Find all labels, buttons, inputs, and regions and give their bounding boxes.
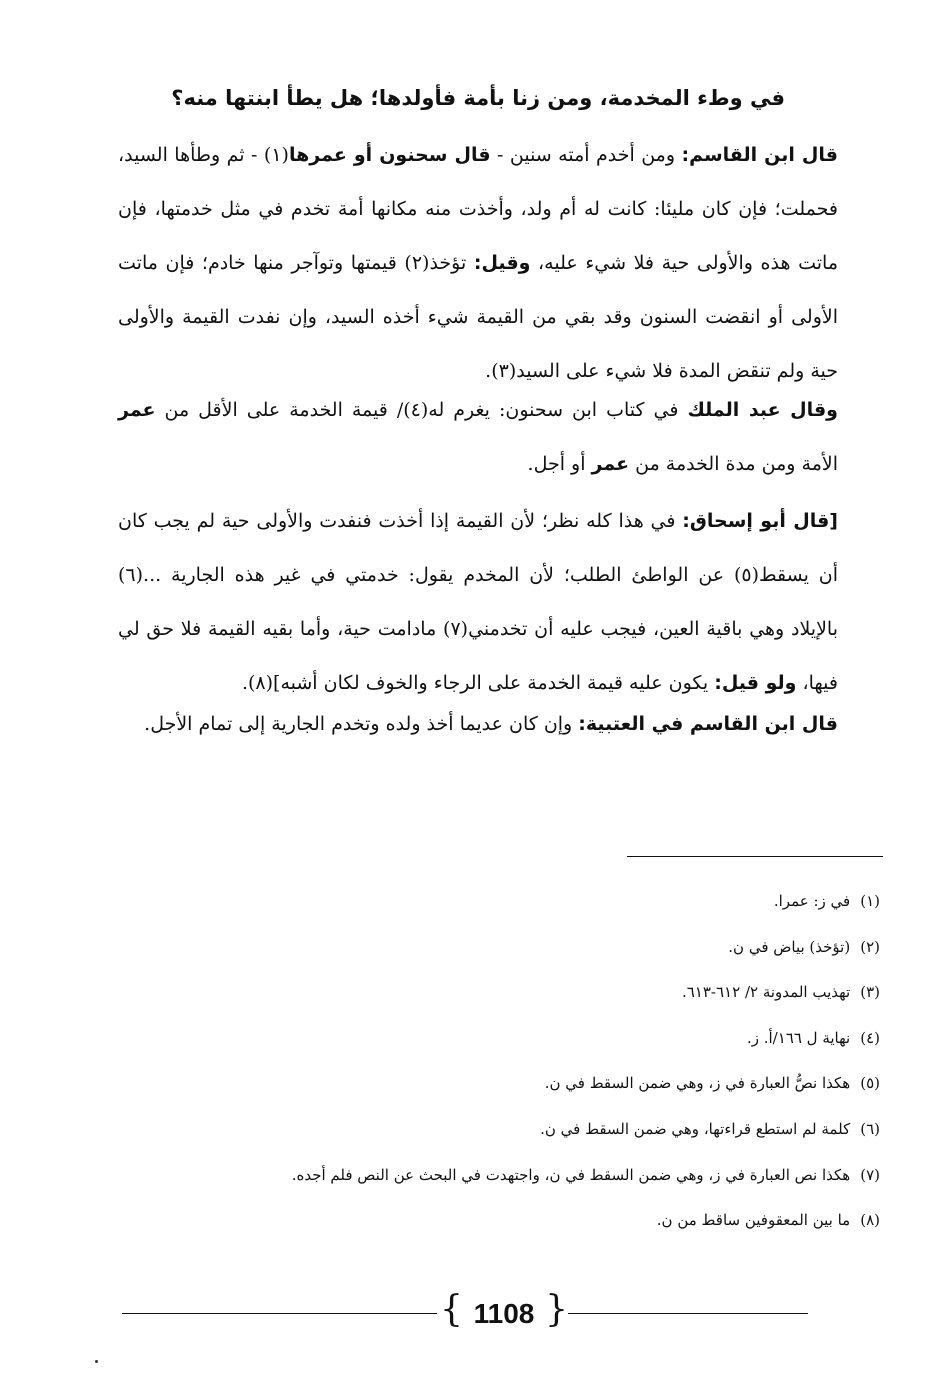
footnote-number: (٣)	[860, 983, 880, 1002]
paragraph-1	[118, 128, 838, 398]
footer-rule-left	[122, 1313, 437, 1314]
footnote-item	[150, 883, 880, 929]
footer-rule-right	[568, 1313, 808, 1314]
bold-phrase: قال سحنون أو عمرها	[288, 144, 491, 166]
speaker-label: [قال أبو إسحاق:	[682, 510, 838, 532]
page-number-frame	[440, 1289, 568, 1332]
paragraph-text: الأمة ومن مدة الخدمة من	[629, 453, 838, 475]
footnote-text: كلمة لم استطع قراءتها، وهي ضمن السقط في ن.	[540, 1119, 851, 1138]
paragraph-text: يكون عليه قيمة الخدمة على الرجاء والخوف لكان أشبه](٨).	[241, 672, 715, 694]
paragraph-text: (١) - ثم وطأها السيد، فحملت؛ فإن كان مليئا: كانت له أم ولد، وأخذت منه مكانها أمة تخدم في مثل خدمتها، فإن ماتت هذه والأولى حية فلا شيء عليه،	[118, 144, 838, 274]
bold-phrase: عمر	[591, 453, 630, 475]
footnote-number: (٥)	[860, 1074, 880, 1093]
page-number: 1108	[473, 1298, 535, 1329]
paragraph-text: وإن كان عديما أخذ ولده وتخدم الجارية إلى تمام الأجل.	[144, 713, 579, 735]
footnote-number: (٤)	[860, 1028, 880, 1047]
footnote-item	[150, 974, 880, 1020]
paragraph-4	[118, 697, 838, 751]
brace-close: }	[545, 1289, 568, 1330]
speaker-label: قال ابن القاسم في العتبية:	[578, 713, 838, 735]
bold-phrase: ولو قيل:	[714, 672, 797, 694]
bold-phrase: وقيل:	[473, 252, 531, 274]
footnote-text: هكذا نص العبارة في ز، وهي ضمن السقط في ن، واجتهدت في البحث عن النص فلم أجده.	[291, 1165, 851, 1184]
paragraph-text: ومن أخدم أمته سنين -	[490, 144, 682, 166]
footnote-number: (١)	[860, 892, 880, 910]
brace-open: {	[440, 1289, 463, 1330]
scan-speck	[95, 1360, 98, 1363]
paragraph-text: في هذا كله نظر؛ لأن القيمة إذا أخذت فنفدت والأولى حية لم يجب كان أن يسقط(٥) عن الواطئ الطلب؛ لأن المخدم يقول: خدمتي في غير هذه الجارية ...(٦) بالإيلاد وهي باقية العين، فيجب عليه أن تخدمني(٧) مادامت حية، وأما بقيه القيمة فلا حق لي فيها،	[118, 510, 839, 694]
footnote-text: هكذا نصُّ العبارة في ز، وهي ضمن السقط في ن.	[544, 1074, 851, 1093]
footnote-text: نهاية ل ١٦٦/أ. ز.	[746, 1028, 851, 1047]
footnote-item	[150, 1065, 880, 1111]
paragraph-text: في كتاب ابن سحنون: يغرم له(٤)/ قيمة الخدمة على الأقل من	[155, 399, 688, 421]
footnote-number: (٢)	[860, 937, 880, 956]
footnote-list	[150, 883, 880, 1248]
footnote-text: تهذيب المدونة ٢/ ٦١٢-٦١٣.	[681, 983, 851, 1002]
footnote-text: ما بين المعقوفين ساقط من ن.	[656, 1211, 851, 1230]
footnote-number: (٨)	[860, 1211, 880, 1230]
footnote-item	[150, 929, 880, 975]
footnote-text: (تؤخذ) بياض في ن.	[728, 937, 851, 956]
footnote-separator	[627, 856, 883, 857]
section-heading: في وطء المخدمة، ومن زنا بأمة فأولدها؛ هل يطأ ابنتها منه؟	[171, 86, 785, 110]
footnote-number: (٧)	[860, 1165, 880, 1184]
speaker-label: وقال عبد الملك	[687, 399, 838, 421]
paragraph-text: أو أجل.	[527, 453, 592, 475]
paragraph-2	[118, 383, 838, 491]
footnote-item	[150, 1020, 880, 1066]
footnote-item	[150, 1111, 880, 1157]
footnote-text: في ز: عمرا.	[773, 892, 851, 910]
paragraph-text: تؤخذ(٢) قيمتها وتوآجر منها خادم؛ فإن ماتت الأولى أو انقضت السنون وقد بقي من القيمة شيء أخذه السيد، وإن نفدت القيمة والأولى حية ولم تنقض المدة فلا شيء على السيد(٣).	[118, 252, 838, 382]
paragraph-3	[118, 494, 838, 710]
bold-phrase: عمر	[118, 399, 156, 421]
footnote-item	[150, 1157, 880, 1203]
speaker-label: قال ابن القاسم:	[681, 144, 838, 166]
footnote-item	[150, 1202, 880, 1248]
footnote-number: (٦)	[860, 1119, 880, 1138]
